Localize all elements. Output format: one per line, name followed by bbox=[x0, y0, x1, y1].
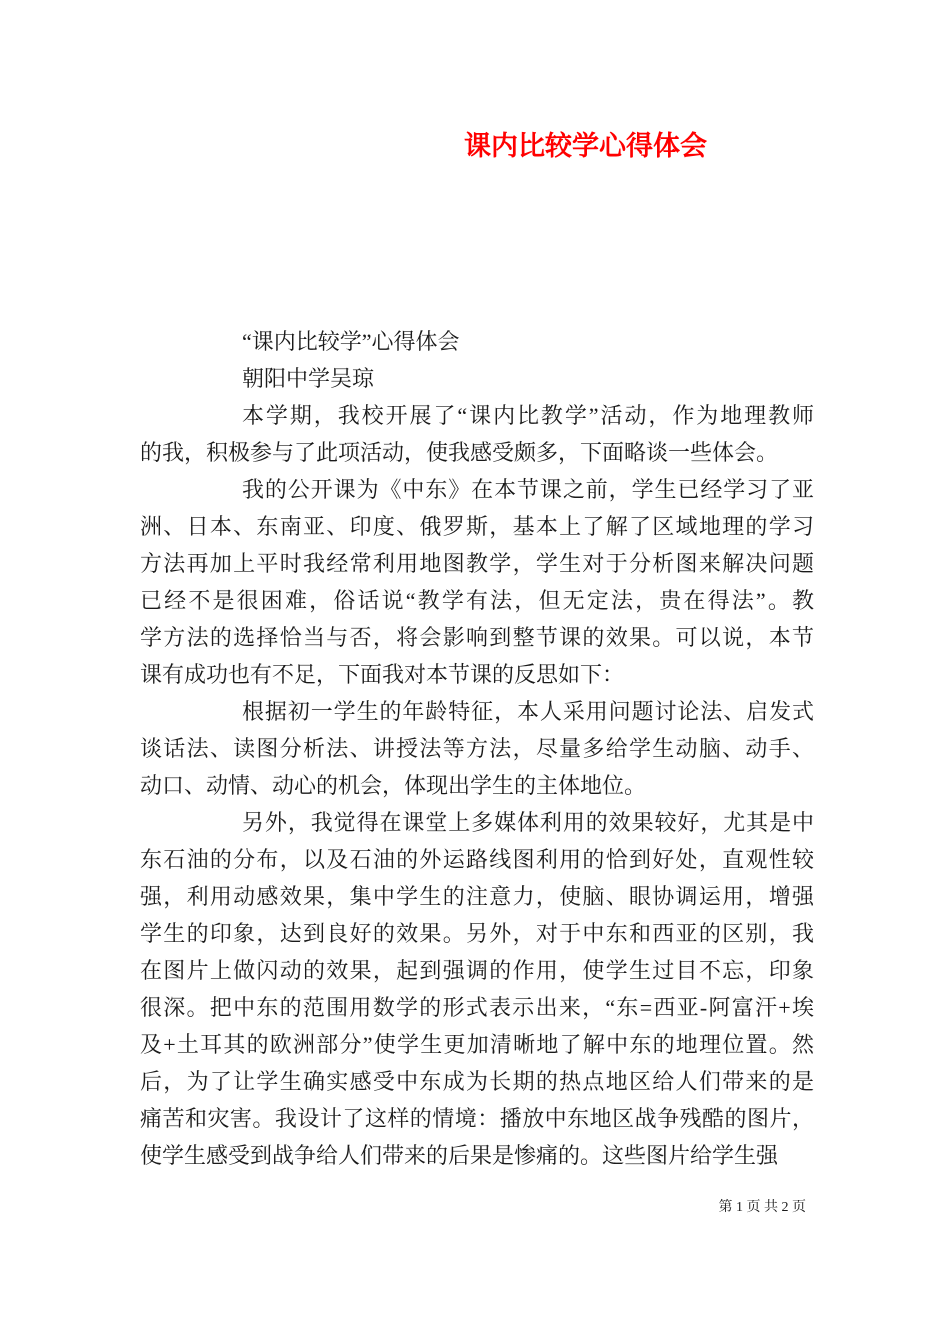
body-text-line: 根据初一学生的年龄特征，本人采用问题讨论法、启发式 bbox=[242, 699, 814, 724]
body-text-line: 在图片上做闪动的效果，起到强调的作用，使学生过目不忘，印象 bbox=[140, 958, 814, 983]
body-text-line: 东石油的分布，以及石油的外运路线图利用的恰到好处，直观性较 bbox=[140, 847, 814, 872]
body-text-line: 谈话法、读图分析法、讲授法等方法，尽量多给学生动脑、动手、 bbox=[140, 736, 814, 761]
body-text-line: 学方法的选择恰当与否，将会影响到整节课的效果。可以说，本节 bbox=[140, 625, 814, 650]
body-text-line: 洲、日本、东南亚、印度、俄罗斯，基本上了解了区域地理的学习 bbox=[140, 514, 814, 539]
body-text-line: 另外，我觉得在课堂上多媒体利用的效果较好，尤其是中 bbox=[242, 810, 814, 835]
body-text-line: 学生的印象，达到良好的效果。另外，对于中东和西亚的区别，我 bbox=[140, 921, 814, 946]
body-text-line: 使学生感受到战争给人们带来的后果是惨痛的。这些图片给学生强 bbox=[140, 1143, 779, 1168]
body-text-line: 的我，积极参与了此项活动，使我感受颇多，下面略谈一些体会。 bbox=[140, 440, 779, 465]
body-text-line: 后，为了让学生确实感受中东成为长期的热点地区给人们带来的是 bbox=[140, 1069, 814, 1094]
body-text-line: 动口、动情、动心的机会，体现出学生的主体地位。 bbox=[140, 773, 647, 798]
body-text-line: 很深。把中东的范围用数学的形式表示出来，“东=西亚-阿富汗+埃 bbox=[140, 995, 814, 1020]
body-text-line: 我的公开课为《中东》在本节课之前，学生已经学习了亚 bbox=[242, 477, 814, 502]
body-text-line: 及+土耳其的欧洲部分”使学生更加清晰地了解中东的地理位置。然 bbox=[140, 1032, 814, 1057]
body-text-line: 本学期，我校开展了“课内比教学”活动，作为地理教师 bbox=[242, 403, 814, 428]
page-number-footer: 第 1 页 共 2 页 bbox=[718, 1200, 806, 1215]
body-text-line: 朝阳中学吴琼 bbox=[242, 366, 375, 391]
document-title: 课内比较学心得体会 bbox=[464, 131, 707, 161]
body-text-line: 已经不是很困难，俗话说“教学有法，但无定法，贵在得法”。教 bbox=[140, 588, 814, 613]
body-text-line: 强，利用动感效果，集中学生的注意力，使脑、眼协调运用，增强 bbox=[140, 884, 814, 909]
body-text-line: 痛苦和灾害。我设计了这样的情境：播放中东地区战争残酷的图片， bbox=[140, 1106, 814, 1131]
body-text-line: “课内比较学”心得体会 bbox=[242, 329, 460, 354]
body-text-line: 方法再加上平时我经常利用地图教学，学生对于分析图来解决问题 bbox=[140, 551, 814, 576]
body-text-line: 课有成功也有不足，下面我对本节课的反思如下： bbox=[140, 662, 625, 687]
document-body bbox=[140, 323, 814, 1174]
